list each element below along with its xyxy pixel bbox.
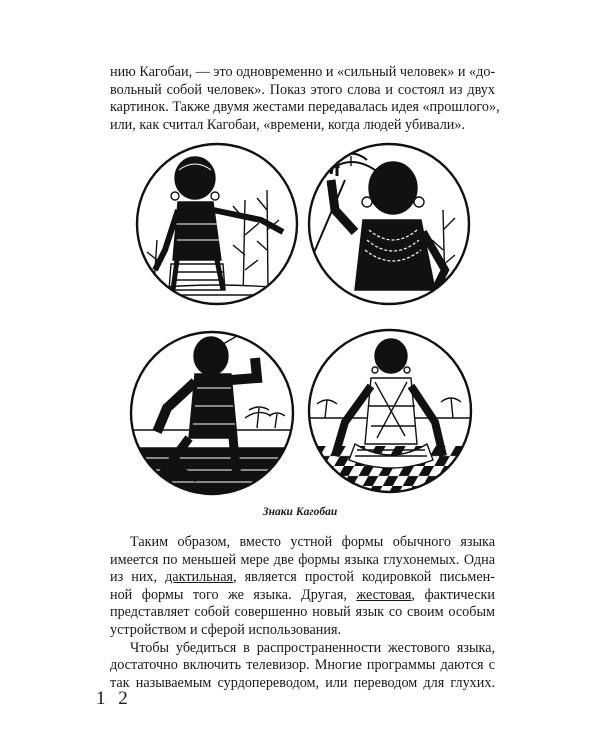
sign-illustration-1 xyxy=(133,140,301,308)
text-line: достаточно включить телевизор. Многие программы даются с xyxy=(110,657,495,674)
text-line xyxy=(110,587,495,605)
text-line xyxy=(110,569,495,587)
figure-caption: Знаки Кагобаи xyxy=(262,506,338,518)
sign-illustration-4 xyxy=(305,326,475,496)
underlined-term-dactyl: дактильная xyxy=(165,569,234,586)
sign-illustration-2 xyxy=(305,140,473,308)
text-line: картинок. Также двумя жестами передавалась идея «прошлого», xyxy=(110,99,500,116)
text-run: из них, xyxy=(110,569,166,586)
text-run: , является простой кодировкой письмен- xyxy=(233,569,495,586)
text-line: нию Кагобаи, — это одновременно и «сильный человек» и «до- xyxy=(110,64,496,80)
text-run: ной формы того же языка. Другая, xyxy=(110,586,357,603)
text-line: Чтобы убедиться в распространенности жестового языка, xyxy=(130,639,495,656)
top-paragraph xyxy=(110,64,500,134)
text-line: представляет собой совершенно новый язык со своим особым xyxy=(110,604,495,621)
text-line: имеется по меньшей мере две формы языка глухонемых. Одна xyxy=(110,551,495,568)
text-run: , фактически xyxy=(411,586,495,603)
bottom-paragraphs xyxy=(110,534,495,692)
text-line: так называемым сурдопереводом, или переводом для глухих. xyxy=(110,674,495,691)
sign-illustration-3 xyxy=(127,328,297,498)
underlined-term-sign: жестовая xyxy=(356,586,412,603)
text-line: вольный собой человек». Показ этого слова и состоял из двух xyxy=(110,81,495,98)
text-line: или, как считал Кагобаи, «времени, когда людей убивали». xyxy=(110,116,466,133)
kagobai-signs-figure xyxy=(125,140,480,502)
page-number: 1 2 xyxy=(96,688,132,709)
text-line: Таким образом, вместо устной формы обычного языка xyxy=(130,534,495,550)
text-line: устройством и сферой использования. xyxy=(110,621,342,638)
